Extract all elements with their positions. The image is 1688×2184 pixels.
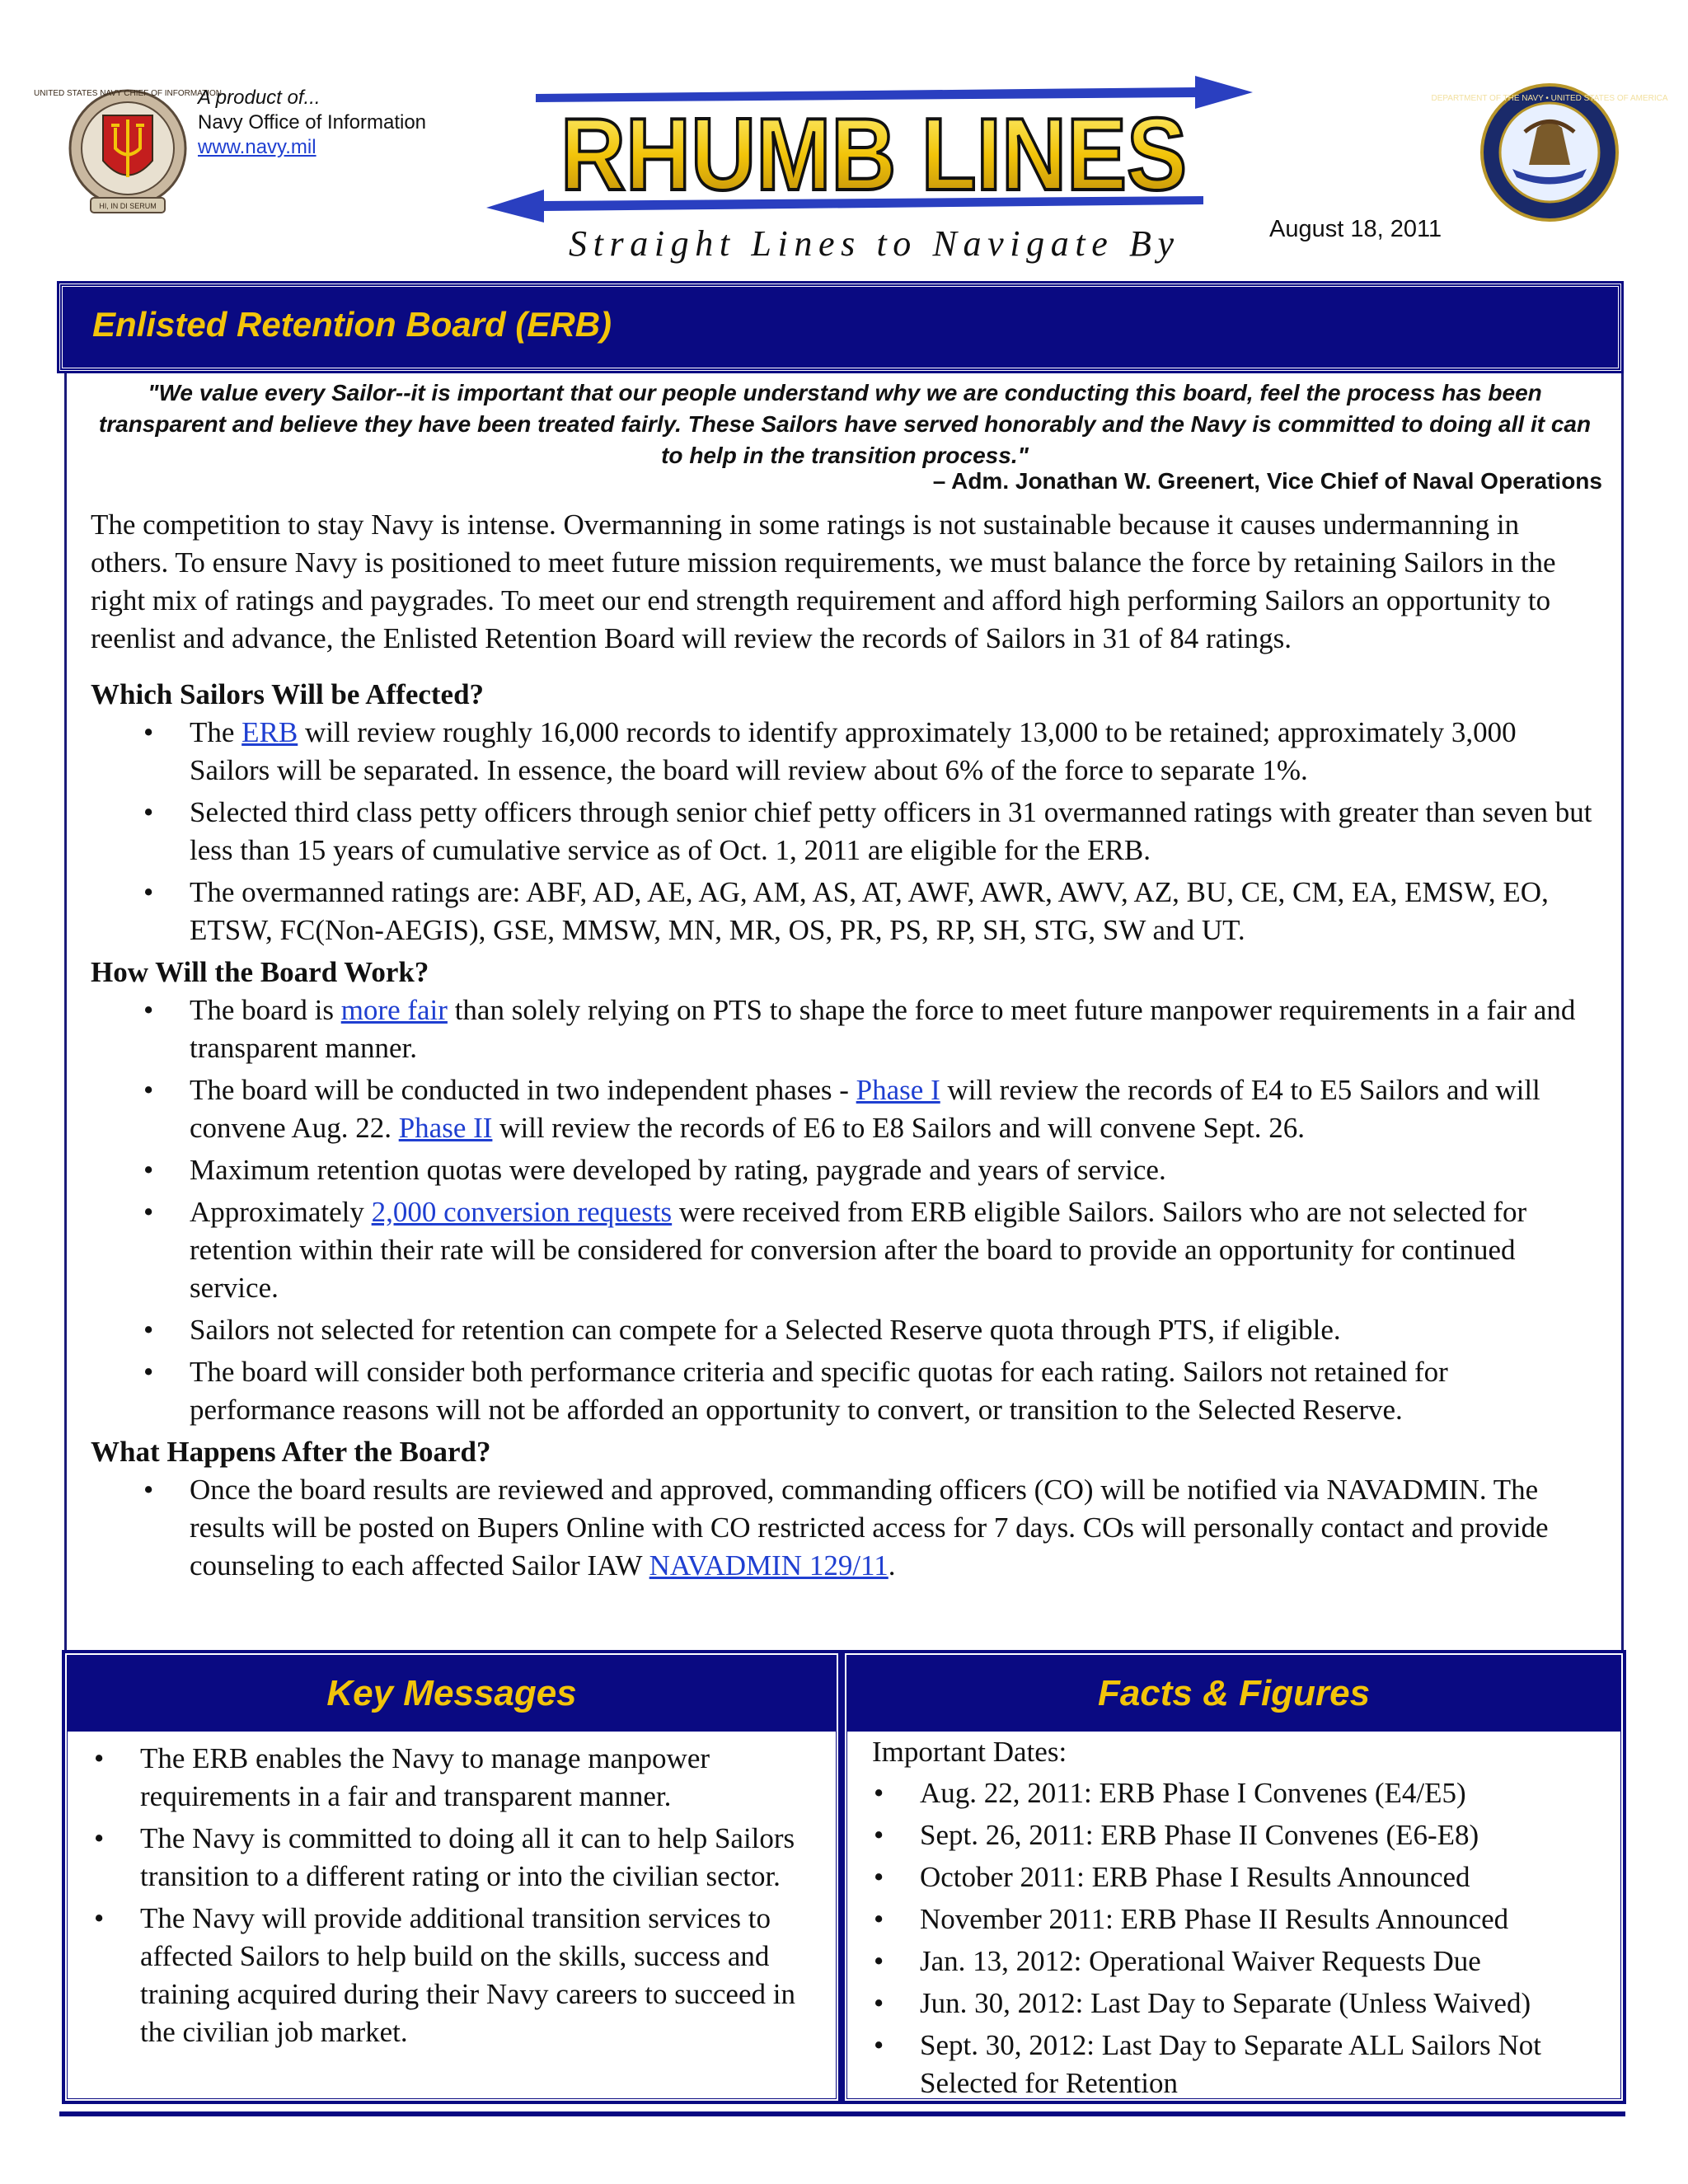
right-seal-text: DEPARTMENT OF THE NAVY • UNITED STATES OF AMERICA [1431,94,1668,103]
important-dates-list [920,1774,1609,2102]
text-span: will review roughly 16,000 records to identify approximately 13,000 to be retained; approximately 3,000 Sailors will be separated. In essence, the board will review about 6% of the force to separate 1%. [190,716,1517,786]
text-span: than solely relying on PTS to shape the force to meet future manpower requirements in a fair and transparent manner. [190,994,1576,1064]
masthead-title: RHUMB LINES [560,98,1187,212]
key-messages-title: Key Messages [326,1673,577,1713]
list-item: • Aug. 22, 2011: ERB Phase I Convenes (E4/E5) [920,1774,1609,1812]
rhumb-lines-masthead [486,66,1253,264]
affected-list [190,714,1599,949]
section-heading-after-board: What Happens After the Board? [91,1436,491,1468]
section-heading-affected: Which Sailors Will be Affected? [91,678,485,710]
facts-figures-header [847,1656,1620,1732]
list-item: • The Navy is committed to doing all it can to help Sailors transition to a different rating or into the civilian sector. [140,1820,816,1896]
list-item: • Jan. 13, 2012: Operational Waiver Requests Due [920,1943,1609,1980]
left-seal-text: UNITED STATES NAVY CHIEF OF INFORMATION [34,89,222,98]
after-board-list [190,1471,1599,1585]
list-item: • October 2011: ERB Phase I Results Announced [920,1858,1609,1896]
list-item [190,1071,1599,1147]
office-name: Navy Office of Information [198,111,427,134]
text-span: will review the records of E6 to E8 Sailors and will convene Sept. 26. [492,1112,1306,1144]
key-messages-list [140,1740,816,2051]
text-span: will review the records of E4 to E5 Sailors and will convene Aug. 22. [190,1074,1540,1144]
facts-figures-title: Facts & Figures [1097,1673,1371,1713]
quote-attribution: – Adm. Jonathan W. Greenert, Vice Chief of Naval Operations [932,468,1602,494]
important-dates-label: Important Dates: [872,1736,1067,1768]
list-item: • Sept. 26, 2011: ERB Phase II Convenes (E6-E8) [920,1816,1609,1854]
intro-paragraph: The competition to stay Navy is intense. Overmanning in some ratings is not sustainable because it causes undermanning in others. To ensure Navy is positioned to meet future mission requirements, we must balance the force by retaining Sailors in the right mix of ratings and paygrades. To meet our end strength requirement and afford high performing Sailors an opportunity to reenlist and advance, the Enlisted Retention Board will review the records of Sailors in 31 of 84 ratings. [91,509,1556,654]
list-item: • Sept. 30, 2012: Last Day to Separate ALL Sailors Not Selected for Retention [920,2027,1609,2102]
facts-figures-box [844,1652,1624,2102]
navy-information-seal-logo [34,82,222,223]
list-item: • The overmanned ratings are: ABF, AD, AE, AG, AM, AS, AT, AWF, AWR, AWV, AZ, BU, CE, CM, EA, EMSW, EO, ETSW, FC(Non-AEGIS), GSE, MMSW, MN, MR, OS, PR, PS, RP, SH, STG, SW and UT. [190,874,1599,949]
list-item [190,991,1599,1067]
text-span: Approximately [190,1196,372,1228]
section-heading-board-work: How Will the Board Work? [91,956,429,988]
article-body [91,506,1599,1589]
key-messages-box [64,1652,839,2102]
list-item [190,1193,1599,1307]
list-item: • Selected third class petty officers through senior chief petty officers in 31 overmanned ratings with greater than seven but less than 15 years of cumulative service as of Oct. 1, 2011 are eligible for the ERB. [190,794,1599,869]
list-item: • Maximum retention quotas were developed by rating, paygrade and years of service. [190,1151,1599,1189]
list-item: • Sailors not selected for retention can compete for a Selected Reserve quota through PTS, if eligible. [190,1311,1599,1349]
text-span: The [190,716,242,748]
bottom-divider [59,2111,1625,2116]
key-messages-header [68,1656,836,1732]
product-of-label: A product of... [198,87,321,109]
conversion-requests-link[interactable]: 2,000 conversion requests [371,1196,673,1228]
more-fair-link[interactable]: more fair [340,994,448,1026]
list-item [190,1471,1599,1585]
issue-date: August 18, 2011 [1269,216,1442,242]
list-item [190,714,1599,790]
text-span: . [888,1549,896,1582]
list-item: • November 2011: ERB Phase II Results Announced [920,1900,1609,1938]
department-of-navy-seal-logo [1431,82,1668,223]
left-seal-motto: HI, IN DI SERUM [99,202,157,210]
text-span: Once the board results are reviewed and approved, commanding officers (CO) will be notified via NAVADMIN. The results will be posted on Bupers Online with CO restricted access for 7 days. COs will personally contact and provide counseling to each affected Sailor IAW [190,1474,1549,1582]
list-item: • The ERB enables the Navy to manage manpower requirements in a fair and transparent manner. [140,1740,816,1816]
vcno-quote: "We value every Sailor--it is important that our people understand why we are conducting this board, feel the process has been transparent and believe they have been treated fairly. These Sailors have served honorably and the Navy is committed to doing all it can to help in the transition process." [98,380,1592,468]
article-title: Enlisted Retention Board (ERB) [92,305,612,344]
phase-2-link[interactable]: Phase II [398,1112,493,1144]
list-item: • The board will consider both performance criteria and specific quotas for each rating. Sailors not retained for performance reasons will not be afforded an opportunity to convert, or transition to the Selected Reserve. [190,1353,1599,1429]
navadmin-link[interactable]: NAVADMIN 129/11 [649,1549,889,1582]
text-span: The board is [190,994,341,1026]
list-item: • Jun. 30, 2012: Last Day to Separate (Unless Waived) [920,1985,1609,2022]
list-item: • The Navy will provide additional transition services to affected Sailors to help build on the skills, success and training acquired during their Navy careers to succeed in the civilian job market. [140,1900,816,2051]
masthead-tagline: Straight Lines to Navigate By [569,223,1179,264]
text-span: were received from ERB eligible Sailors. Sailors who are not selected for retention within their rate will be considered for conversion after the board to provide an opportunity for continued service. [190,1196,1527,1304]
board-work-list [190,991,1599,1429]
erb-link[interactable]: ERB [241,716,298,748]
text-span: The board will be conducted in two independent phases - [190,1074,856,1106]
phase-1-link[interactable]: Phase I [856,1074,940,1106]
product-of-block [198,86,426,160]
article-title-bar [59,284,1621,371]
navy-website-link[interactable]: www.navy.mil [198,136,316,158]
